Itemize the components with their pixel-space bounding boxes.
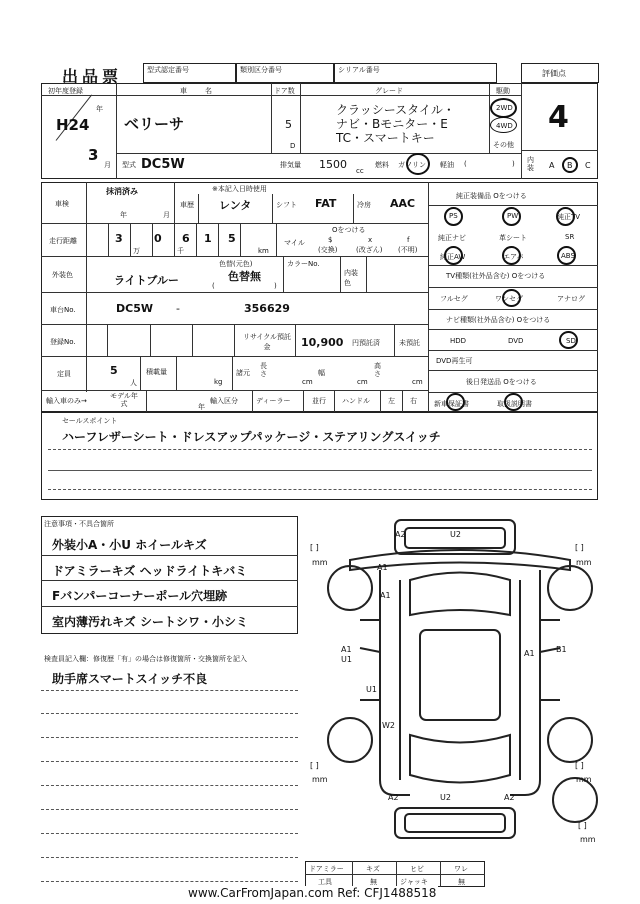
sales-points-text: ハーフレザーシート・ドレスアップパッケージ・ステアリングスイッチ — [62, 430, 441, 444]
recycle-amount: 10,900 — [301, 336, 344, 349]
equip-leather: 革シート — [499, 234, 527, 242]
tv-title: TV種類(社外品含む) Oをつける — [446, 272, 546, 280]
opt-unknown: (不明) — [398, 246, 418, 254]
history-value: レンタ — [219, 199, 252, 212]
shaken-year: 年 — [120, 211, 127, 219]
page-title: 出品票 — [62, 67, 123, 86]
height-cm: cm — [412, 378, 423, 386]
chassis-prefix: DC5W — [116, 302, 153, 315]
grade-line-3: TC・スマートキー — [336, 131, 435, 145]
serial-box — [334, 63, 497, 83]
light-oil: 軽油 — [440, 161, 454, 169]
doors-label: ドア数 — [274, 87, 295, 95]
equip-genuine-tv: 純正TV — [557, 213, 581, 221]
model-year-label: モデル年式 — [110, 392, 138, 408]
mileage-km: km — [258, 247, 269, 255]
drive-2wd: 2WD — [496, 104, 513, 112]
genuine-title: 純正装備品 Oをつける — [456, 192, 527, 200]
ship-title: 後日発送品 Oをつける — [466, 378, 537, 386]
opt-x: x — [368, 236, 373, 244]
opt-f: f — [407, 236, 410, 244]
mileage-digit-4: 1 — [204, 232, 212, 245]
equip-tv-circle — [556, 207, 575, 226]
note-item-1: 外装小A・小U ホイールキズ — [52, 538, 207, 552]
mm-3: mm — [312, 775, 328, 784]
mileage-digit-1: 3 — [115, 232, 123, 245]
score-label: 評価点 — [542, 69, 566, 78]
mileage-circle-note: Oをつける — [332, 226, 366, 234]
footer-watermark: www.CarFromJapan.com Ref: CFJ1488518 — [188, 886, 437, 900]
shift-value: FAT — [315, 197, 337, 210]
mm-2: mm — [576, 558, 592, 567]
history-note: ※本記入日時使用 — [212, 185, 267, 193]
damage-mark-5: A1 — [341, 645, 352, 654]
opt-modify: (改ざん) — [356, 246, 383, 254]
mm-1: mm — [312, 558, 328, 567]
height-label: 高さ — [374, 362, 381, 378]
damage-mark-4: A1 — [380, 591, 391, 600]
navi-hdd: HDD — [450, 337, 467, 345]
bracket-2: [ ] — [575, 543, 584, 552]
inspector-text: 助手席スマートスイッチ不良 — [52, 672, 208, 686]
drive-4wd-circle — [490, 117, 517, 133]
note-item-4: 室内薄汚れキズ シートシワ・小シミ — [52, 615, 248, 629]
navi-sd-circle — [559, 331, 578, 349]
interior-b: B — [567, 161, 573, 170]
damage-mark-1: A2 — [395, 530, 406, 539]
category-label: 類別区分番号 — [240, 66, 282, 74]
equip-genuine-aw: 純正AW — [440, 253, 466, 261]
legend-tools: 工具 — [318, 878, 332, 886]
doors-suffix: D — [290, 142, 296, 150]
import-type-label: 輸入区分 — [210, 397, 238, 405]
handle-label: ハンドル — [342, 397, 370, 405]
fuel-paren-open: ( — [464, 160, 467, 168]
drive-2wd-circle — [490, 98, 517, 118]
fuel-gas: ガソリン — [398, 161, 426, 169]
category-box — [236, 63, 334, 83]
bracket-4: [ ] — [575, 761, 584, 770]
sales-points-label: セールスポイント — [62, 417, 118, 425]
drive-label: 駆動 — [496, 87, 510, 95]
damage-mark-12: U2 — [440, 793, 451, 802]
model-cert-box — [143, 63, 236, 83]
opt-exchange: (交換) — [318, 246, 338, 254]
bracket-1: [ ] — [310, 543, 319, 552]
grade-line-1: クラッシースタイル・ — [336, 103, 455, 117]
equip-airbag-circle — [502, 246, 524, 265]
damage-mark-6: U1 — [341, 655, 352, 664]
equip-aw-circle — [444, 246, 463, 265]
capacity-label: 定員 — [57, 370, 71, 378]
sales-points-box — [41, 412, 598, 500]
capacity-person: 人 — [130, 379, 137, 387]
handle-right: 右 — [410, 397, 417, 405]
model-year-unit: 年 — [198, 403, 205, 411]
history-label: 車歴 — [180, 201, 194, 209]
score-header-box — [521, 63, 599, 83]
notes-label: 注意事項・不具合箇所 — [44, 520, 114, 528]
length-label: 長さ — [260, 362, 267, 378]
recycle-label: リサイクル預託金 — [242, 333, 292, 351]
mile-label: マイル — [284, 239, 305, 247]
width-label: 幅 — [318, 369, 325, 377]
damage-mark-2: U2 — [450, 530, 461, 539]
navi-sd: SD — [566, 337, 576, 345]
ship-new-warranty: 新車保証書 — [434, 400, 469, 408]
car-name: ベリーサ — [124, 115, 185, 133]
reg-no-label: 登録No. — [50, 338, 76, 346]
equip-abs: ABS — [561, 252, 575, 260]
ship-warranty-circle — [446, 393, 465, 411]
grade-label: グレード — [375, 87, 403, 95]
color-value: ライトブルー — [114, 274, 179, 287]
import-parallel: 並行 — [312, 397, 326, 405]
tv-oneseg: ワンセグ — [495, 295, 523, 303]
interior-label: 内装 — [527, 156, 534, 172]
color-no-label: カラーNo. — [287, 260, 320, 268]
model-cert-label: 型式認定番号 — [147, 66, 189, 74]
tv-analog: アナログ — [557, 295, 585, 303]
shift-label: シフト — [276, 201, 297, 209]
mileage-digit-2: 0 — [154, 232, 162, 245]
cc-unit: cc — [356, 167, 364, 175]
damage-mark-11: A2 — [388, 793, 399, 802]
legend-breakage: ワレ — [454, 865, 468, 873]
grade-line-2: ナビ・Bモニター・E — [336, 117, 448, 131]
legend-door-mirror: ドアミラー — [309, 865, 344, 873]
damage-mark-9: B1 — [556, 645, 567, 654]
tv-oneseg-circle — [502, 289, 521, 307]
inspector-label: 検査員記入欄：修復歴「有」の場合は修復箇所・交換箇所を記入 — [44, 655, 247, 663]
load-kg: kg — [214, 378, 223, 386]
legend-none-1: 無 — [370, 878, 377, 886]
interior-color-label: 内装色 — [344, 269, 358, 287]
mileage-label: 走行距離 — [49, 237, 77, 245]
color-change-value: 色替無 — [228, 270, 261, 283]
length-cm: cm — [302, 378, 313, 386]
equip-airbag: エアバ — [503, 253, 524, 261]
shaken-status: 抹消済み — [106, 187, 138, 196]
color-paren-close: ) — [274, 282, 277, 290]
first-reg-month: 3 — [88, 146, 99, 164]
recycle-unpaid: 未預託 — [399, 339, 420, 347]
damage-mark-7: U1 — [366, 685, 377, 694]
equip-ps-circle — [444, 207, 463, 226]
model-label: 型式 — [122, 161, 136, 169]
mm-5: mm — [580, 835, 596, 844]
recycle-paid: 円預託済 — [352, 339, 380, 347]
fuel-paren-close: ) — [512, 160, 515, 168]
fuel-label: 燃料 — [375, 161, 389, 169]
note-item-3: Fバンパーコーナーポール穴埋跡 — [52, 589, 228, 603]
opt-dollar: $ — [328, 236, 333, 244]
mileage-man: 万 — [133, 247, 140, 255]
import-label: 輸入車のみ→ — [46, 397, 87, 405]
fuel-gas-circle — [406, 153, 430, 175]
serial-label: シリアル番号 — [338, 66, 380, 74]
legend-crack: ヒビ — [410, 865, 424, 873]
width-cm: cm — [357, 378, 368, 386]
capacity-value: 5 — [110, 364, 118, 377]
legend-scratch: キズ — [366, 865, 380, 873]
first-reg-year: H24 — [56, 116, 90, 134]
mileage-digit-5: 5 — [228, 232, 236, 245]
equip-pw-circle — [502, 207, 521, 226]
score-value: 4 — [548, 100, 569, 135]
car-damage-diagram — [300, 510, 620, 870]
month-label: 月 — [104, 161, 111, 169]
interior-a: A — [549, 161, 555, 170]
handle-left: 左 — [388, 397, 395, 405]
note-item-2: ドアミラーキズ ヘッドライトキバミ — [52, 564, 248, 578]
color-paren-open: ( — [212, 282, 215, 290]
damage-mark-10: W2 — [382, 721, 395, 730]
load-label: 積載量 — [146, 368, 167, 376]
damage-mark-3: A1 — [377, 563, 388, 572]
legend-none-2: 無 — [458, 878, 465, 886]
damage-mark-13: A2 — [504, 793, 515, 802]
car-name-label: 車名 — [180, 87, 230, 95]
navi-title: ナビ種類(社外品含む) Oをつける — [446, 316, 551, 324]
mileage-digit-3: 6 — [182, 232, 190, 245]
ship-manual-circle — [504, 393, 523, 411]
damage-mark-8: A1 — [524, 649, 535, 658]
year-label: 年 — [96, 105, 103, 113]
mm-4: mm — [576, 775, 592, 784]
drive-other: その他 — [493, 141, 514, 149]
import-dealer: ディーラー — [256, 397, 291, 405]
chassis-dash: - — [176, 302, 180, 315]
shaken-label: 車検 — [55, 200, 69, 208]
equip-ps: PS — [449, 212, 458, 220]
interior-b-circle — [562, 157, 578, 173]
color-change-label: 色替(元色) — [219, 260, 253, 268]
dims-label: 諸元 — [236, 369, 250, 377]
equip-abs-circle — [557, 246, 576, 265]
displacement-label: 排気量 — [280, 161, 301, 169]
equip-pw: PW — [507, 212, 519, 220]
interior-c: C — [585, 161, 591, 170]
bracket-5: [ ] — [578, 821, 587, 830]
tv-fullseg: フルセグ — [440, 295, 468, 303]
equip-sr: SR — [565, 233, 575, 241]
first-reg-label: 初年度登録 — [48, 87, 83, 95]
equip-genuine-navi: 純正ナビ — [438, 234, 466, 242]
ac-label: 冷房 — [357, 201, 371, 209]
drive-4wd: 4WD — [496, 122, 513, 130]
damage-labels — [341, 530, 567, 802]
shaken-month: 月 — [163, 211, 170, 219]
model-value: DC5W — [141, 157, 185, 172]
doors-value: 5 — [285, 118, 292, 131]
mileage-sen: 千 — [177, 247, 184, 255]
ac-value: AAC — [390, 197, 416, 210]
bracket-3: [ ] — [310, 761, 319, 770]
legend-jack: ジャッキ — [400, 878, 428, 886]
chassis-label: 車台No. — [50, 306, 76, 314]
color-label: 外装色 — [52, 271, 73, 279]
ship-manual: 取扱説明書 — [497, 400, 532, 408]
navi-dvd-play: DVD再生可 — [436, 357, 473, 365]
displacement-value: 1500 — [319, 158, 347, 171]
chassis-number: 356629 — [244, 302, 290, 315]
navi-dvd: DVD — [508, 337, 524, 345]
